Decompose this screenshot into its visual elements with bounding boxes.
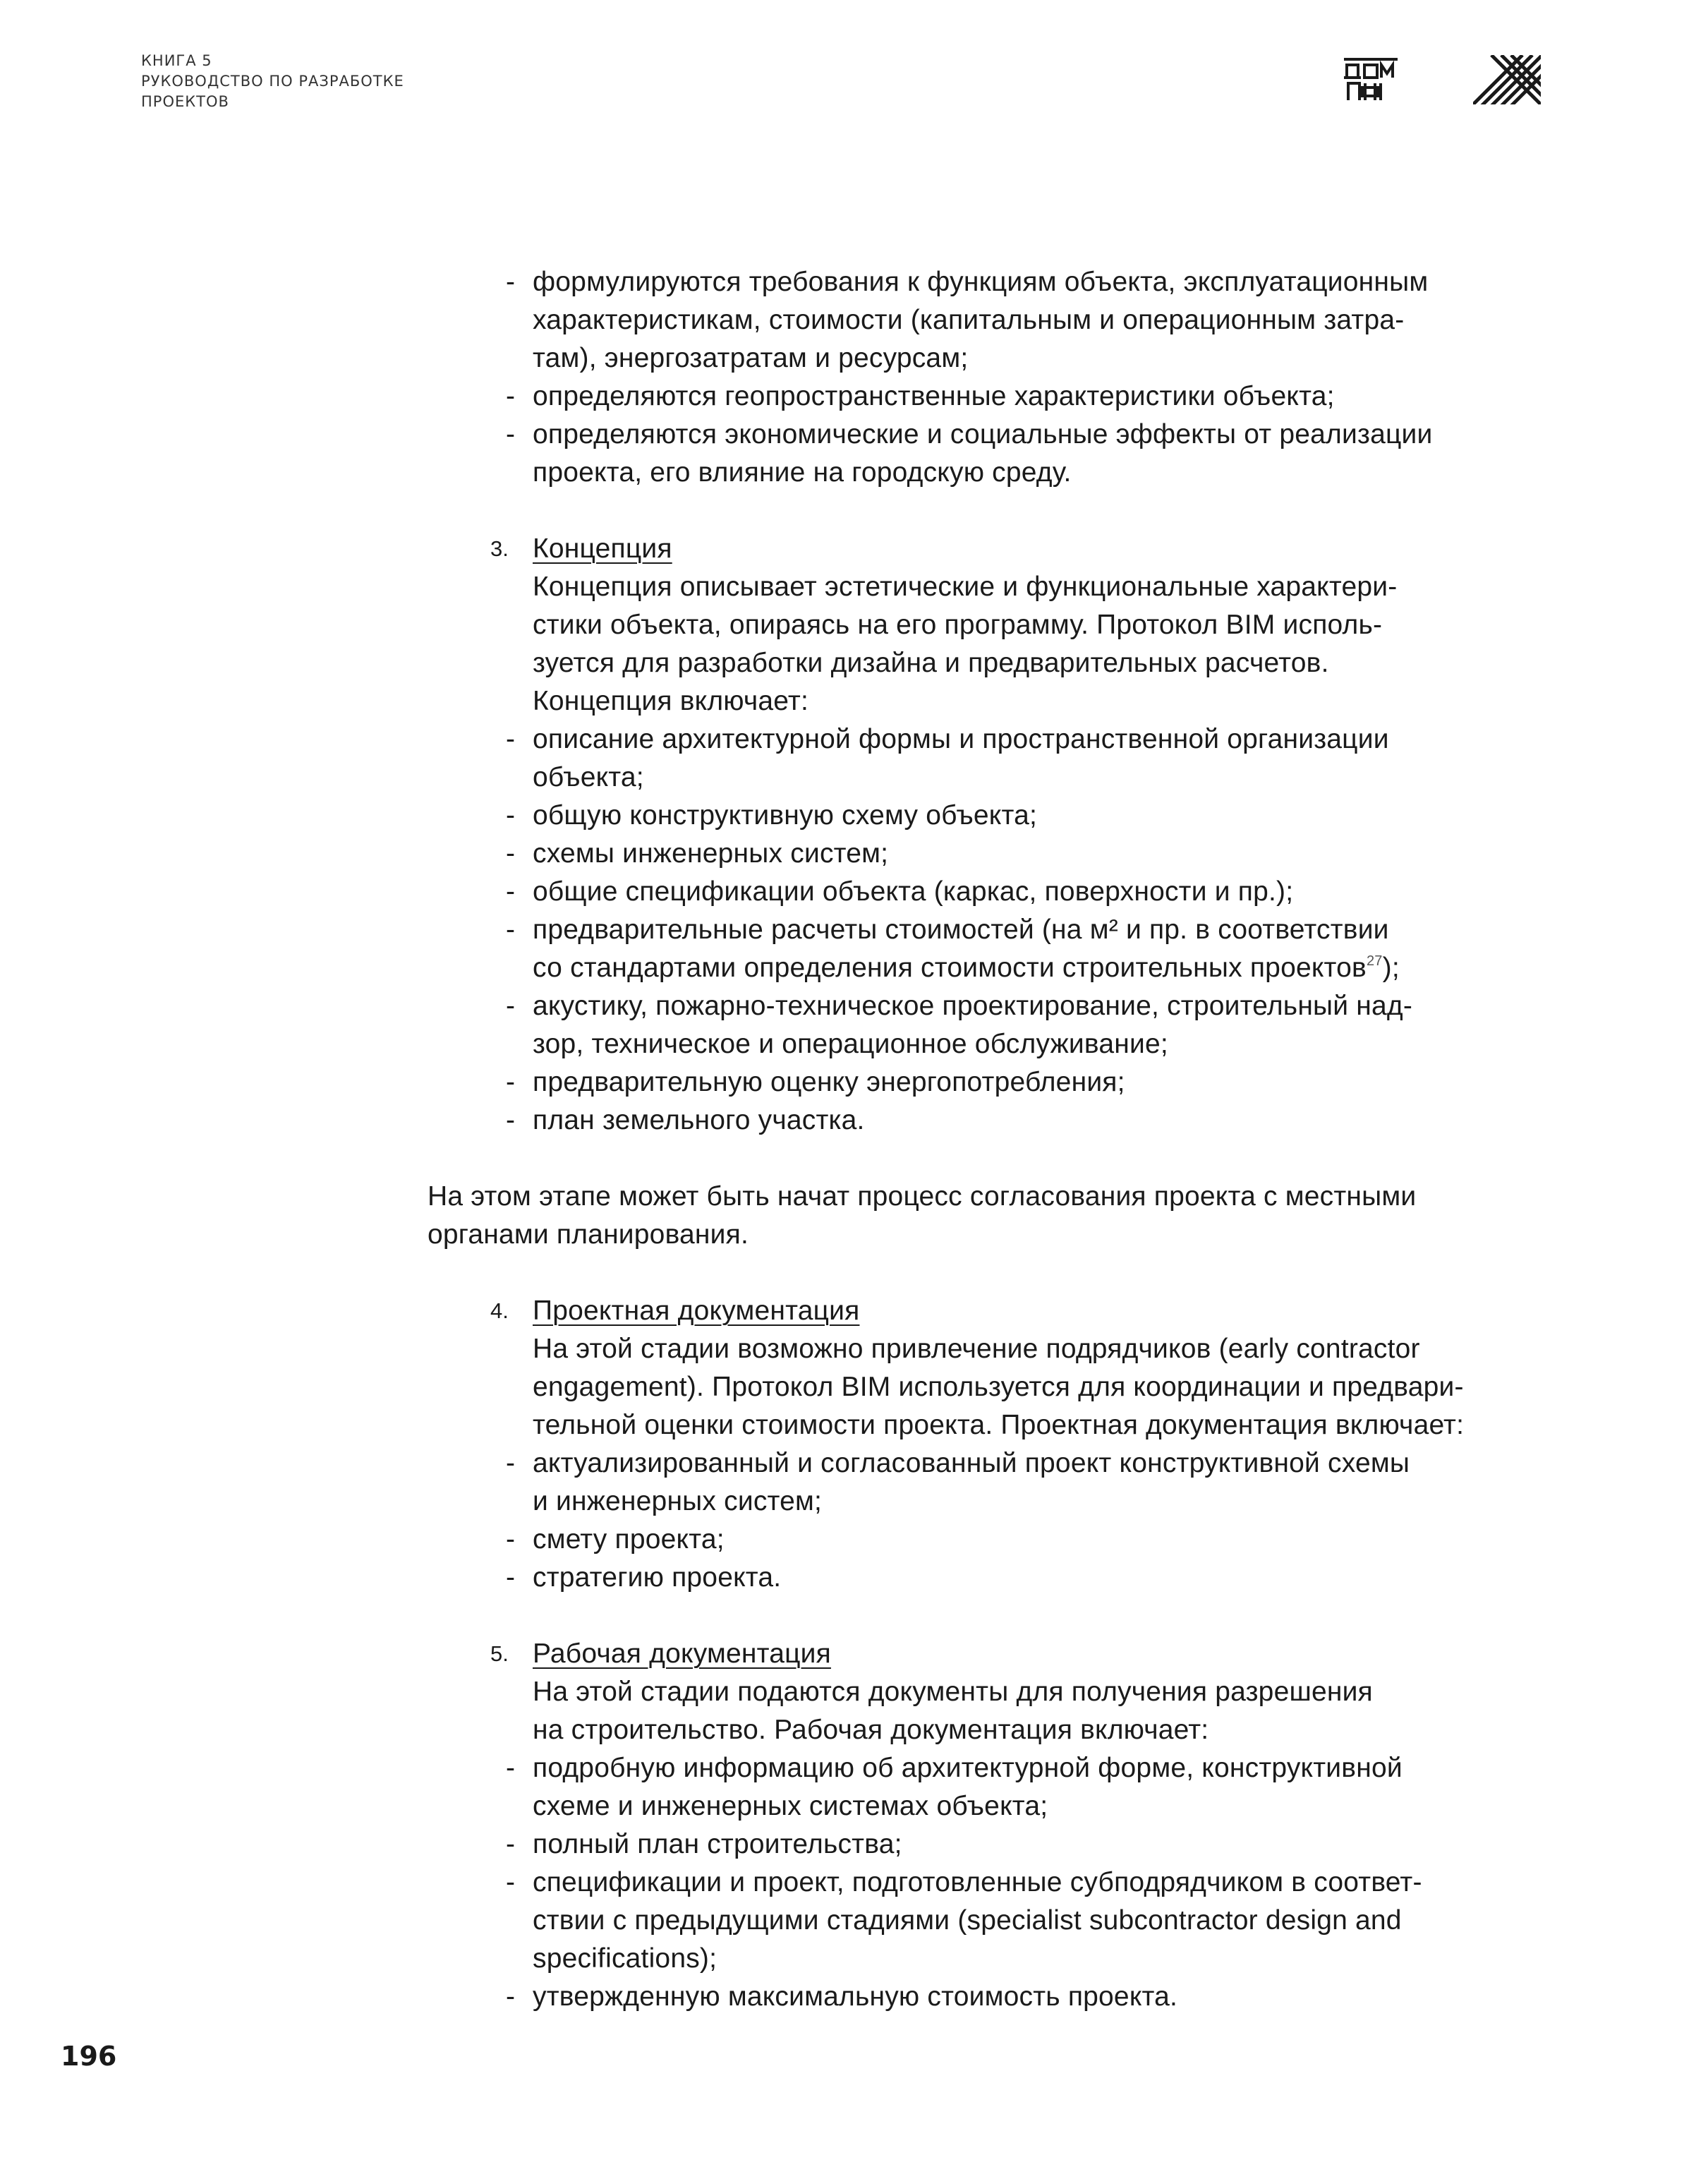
- section-description: тельной оценки стоимости проекта. Проектная документация включает:: [533, 1410, 1465, 1440]
- header-title: РУКОВОДСТВО ПО РАЗРАБОТКЕ: [141, 73, 404, 90]
- list-item-cont: проекта, его влияние на городскую среду.: [533, 457, 1072, 488]
- bullet-dash: -: [506, 876, 515, 907]
- list-item-cont: объекта;: [533, 762, 644, 792]
- bullet-dash: -: [506, 1067, 515, 1097]
- list-item-cont: ствии с предыдущими стадиями (specialist subcontractor design and: [533, 1905, 1402, 1936]
- list-item: полный план строительства;: [533, 1829, 902, 1859]
- list-item: стратегию проекта.: [533, 1562, 782, 1593]
- dom-rf-logo: [1344, 56, 1399, 103]
- body-paragraph: органами планирования.: [428, 1219, 749, 1250]
- bullet-dash: -: [506, 419, 515, 449]
- striped-pattern-logo: [1473, 55, 1541, 104]
- bullet-dash: -: [506, 381, 515, 411]
- list-item-cont: там), энергозатратам и ресурсам;: [533, 343, 969, 373]
- list-item-cont: зор, техническое и операционное обслуживание;: [533, 1029, 1168, 1059]
- bullet-dash: -: [506, 1829, 515, 1859]
- header-book: КНИГА 5: [141, 52, 212, 69]
- bullet-dash: -: [506, 1981, 515, 2012]
- list-item: смету проекта;: [533, 1524, 725, 1555]
- section-title: Рабочая документация: [533, 1638, 831, 1669]
- list-item: подробную информацию об архитектурной форме, конструктивной: [533, 1753, 1403, 1783]
- section-number: 3.: [490, 536, 509, 561]
- bullet-dash: -: [506, 724, 515, 754]
- section-description: зуется для разработки дизайна и предварительных расчетов.: [533, 648, 1329, 678]
- bullet-dash: -: [506, 1562, 515, 1593]
- body-paragraph: На этом этапе может быть начат процесс согласования проекта с местными: [428, 1181, 1417, 1212]
- bullet-dash: -: [506, 267, 515, 297]
- list-item-cont: схеме и инженерных системах объекта;: [533, 1791, 1048, 1821]
- list-item: утвержденную максимальную стоимость проекта.: [533, 1981, 1178, 2012]
- bullet-dash: -: [506, 1105, 515, 1135]
- list-item: акустику, пожарно-техническое проектирование, строительный над-: [533, 991, 1413, 1021]
- bullet-dash: -: [506, 915, 515, 945]
- section-description: Концепция включает:: [533, 686, 809, 716]
- list-item-cont: характеристикам, стоимости (капитальным и операционным затра-: [533, 305, 1405, 335]
- section-number: 4.: [490, 1298, 509, 1323]
- bullet-dash: -: [506, 991, 515, 1021]
- bullet-dash: -: [506, 838, 515, 869]
- list-item: спецификации и проект, подготовленные субподрядчиком в соответ-: [533, 1867, 1422, 1897]
- bullet-dash: -: [506, 1448, 515, 1478]
- section-description: на строительство. Рабочая документация включает:: [533, 1715, 1209, 1745]
- list-item: схемы инженерных систем;: [533, 838, 889, 869]
- list-item: предварительные расчеты стоимостей (на м² и пр. в соответствии: [533, 915, 1389, 945]
- list-item-cont: [533, 949, 1400, 987]
- running-header: [141, 51, 564, 112]
- list-item: формулируются требования к функциям объекта, эксплуатационным: [533, 267, 1429, 297]
- list-item: актуализированный и согласованный проект конструктивной схемы: [533, 1448, 1410, 1478]
- list-item: определяются экономические и социальные эффекты от реализации: [533, 419, 1433, 449]
- list-item: описание архитектурной формы и пространственной организации: [533, 724, 1389, 754]
- bullet-dash: -: [506, 1867, 515, 1897]
- section-description: стики объекта, опираясь на его программу. Протокол BIM исполь-: [533, 610, 1383, 640]
- list-item: предварительную оценку энергопотребления;: [533, 1067, 1125, 1097]
- list-item: общие спецификации объекта (каркас, поверхности и пр.);: [533, 876, 1294, 907]
- header-subtitle: ПРОЕКТОВ: [141, 93, 229, 110]
- footnote-ref[interactable]: 27: [1366, 953, 1383, 969]
- list-item: план земельного участка.: [533, 1105, 865, 1135]
- section-description: На этой стадии возможно привлечение подрядчиков (early contractor: [533, 1334, 1420, 1364]
- list-item-text: со стандартами определения стоимости строительных проектов: [533, 953, 1367, 983]
- list-item-cont: specifications);: [533, 1943, 717, 1974]
- list-item-tail: );: [1382, 953, 1400, 983]
- list-item: определяются геопространственные характеристики объекта;: [533, 381, 1335, 411]
- section-title: Концепция: [533, 533, 672, 564]
- section-description: На этой стадии подаются документы для получения разрешения: [533, 1677, 1373, 1707]
- list-item-cont: и инженерных систем;: [533, 1486, 823, 1516]
- bullet-dash: -: [506, 1753, 515, 1783]
- section-description: Концепция описывает эстетические и функциональные характери-: [533, 572, 1398, 602]
- section-number: 5.: [490, 1641, 509, 1666]
- bullet-dash: -: [506, 800, 515, 831]
- bullet-dash: -: [506, 1524, 515, 1555]
- page-number: 196: [61, 2041, 117, 2072]
- section-title: Проектная документация: [533, 1296, 860, 1326]
- section-description: engagement). Протокол BIM используется для координации и предвари-: [533, 1372, 1464, 1402]
- list-item: общую конструктивную схему объекта;: [533, 800, 1038, 831]
